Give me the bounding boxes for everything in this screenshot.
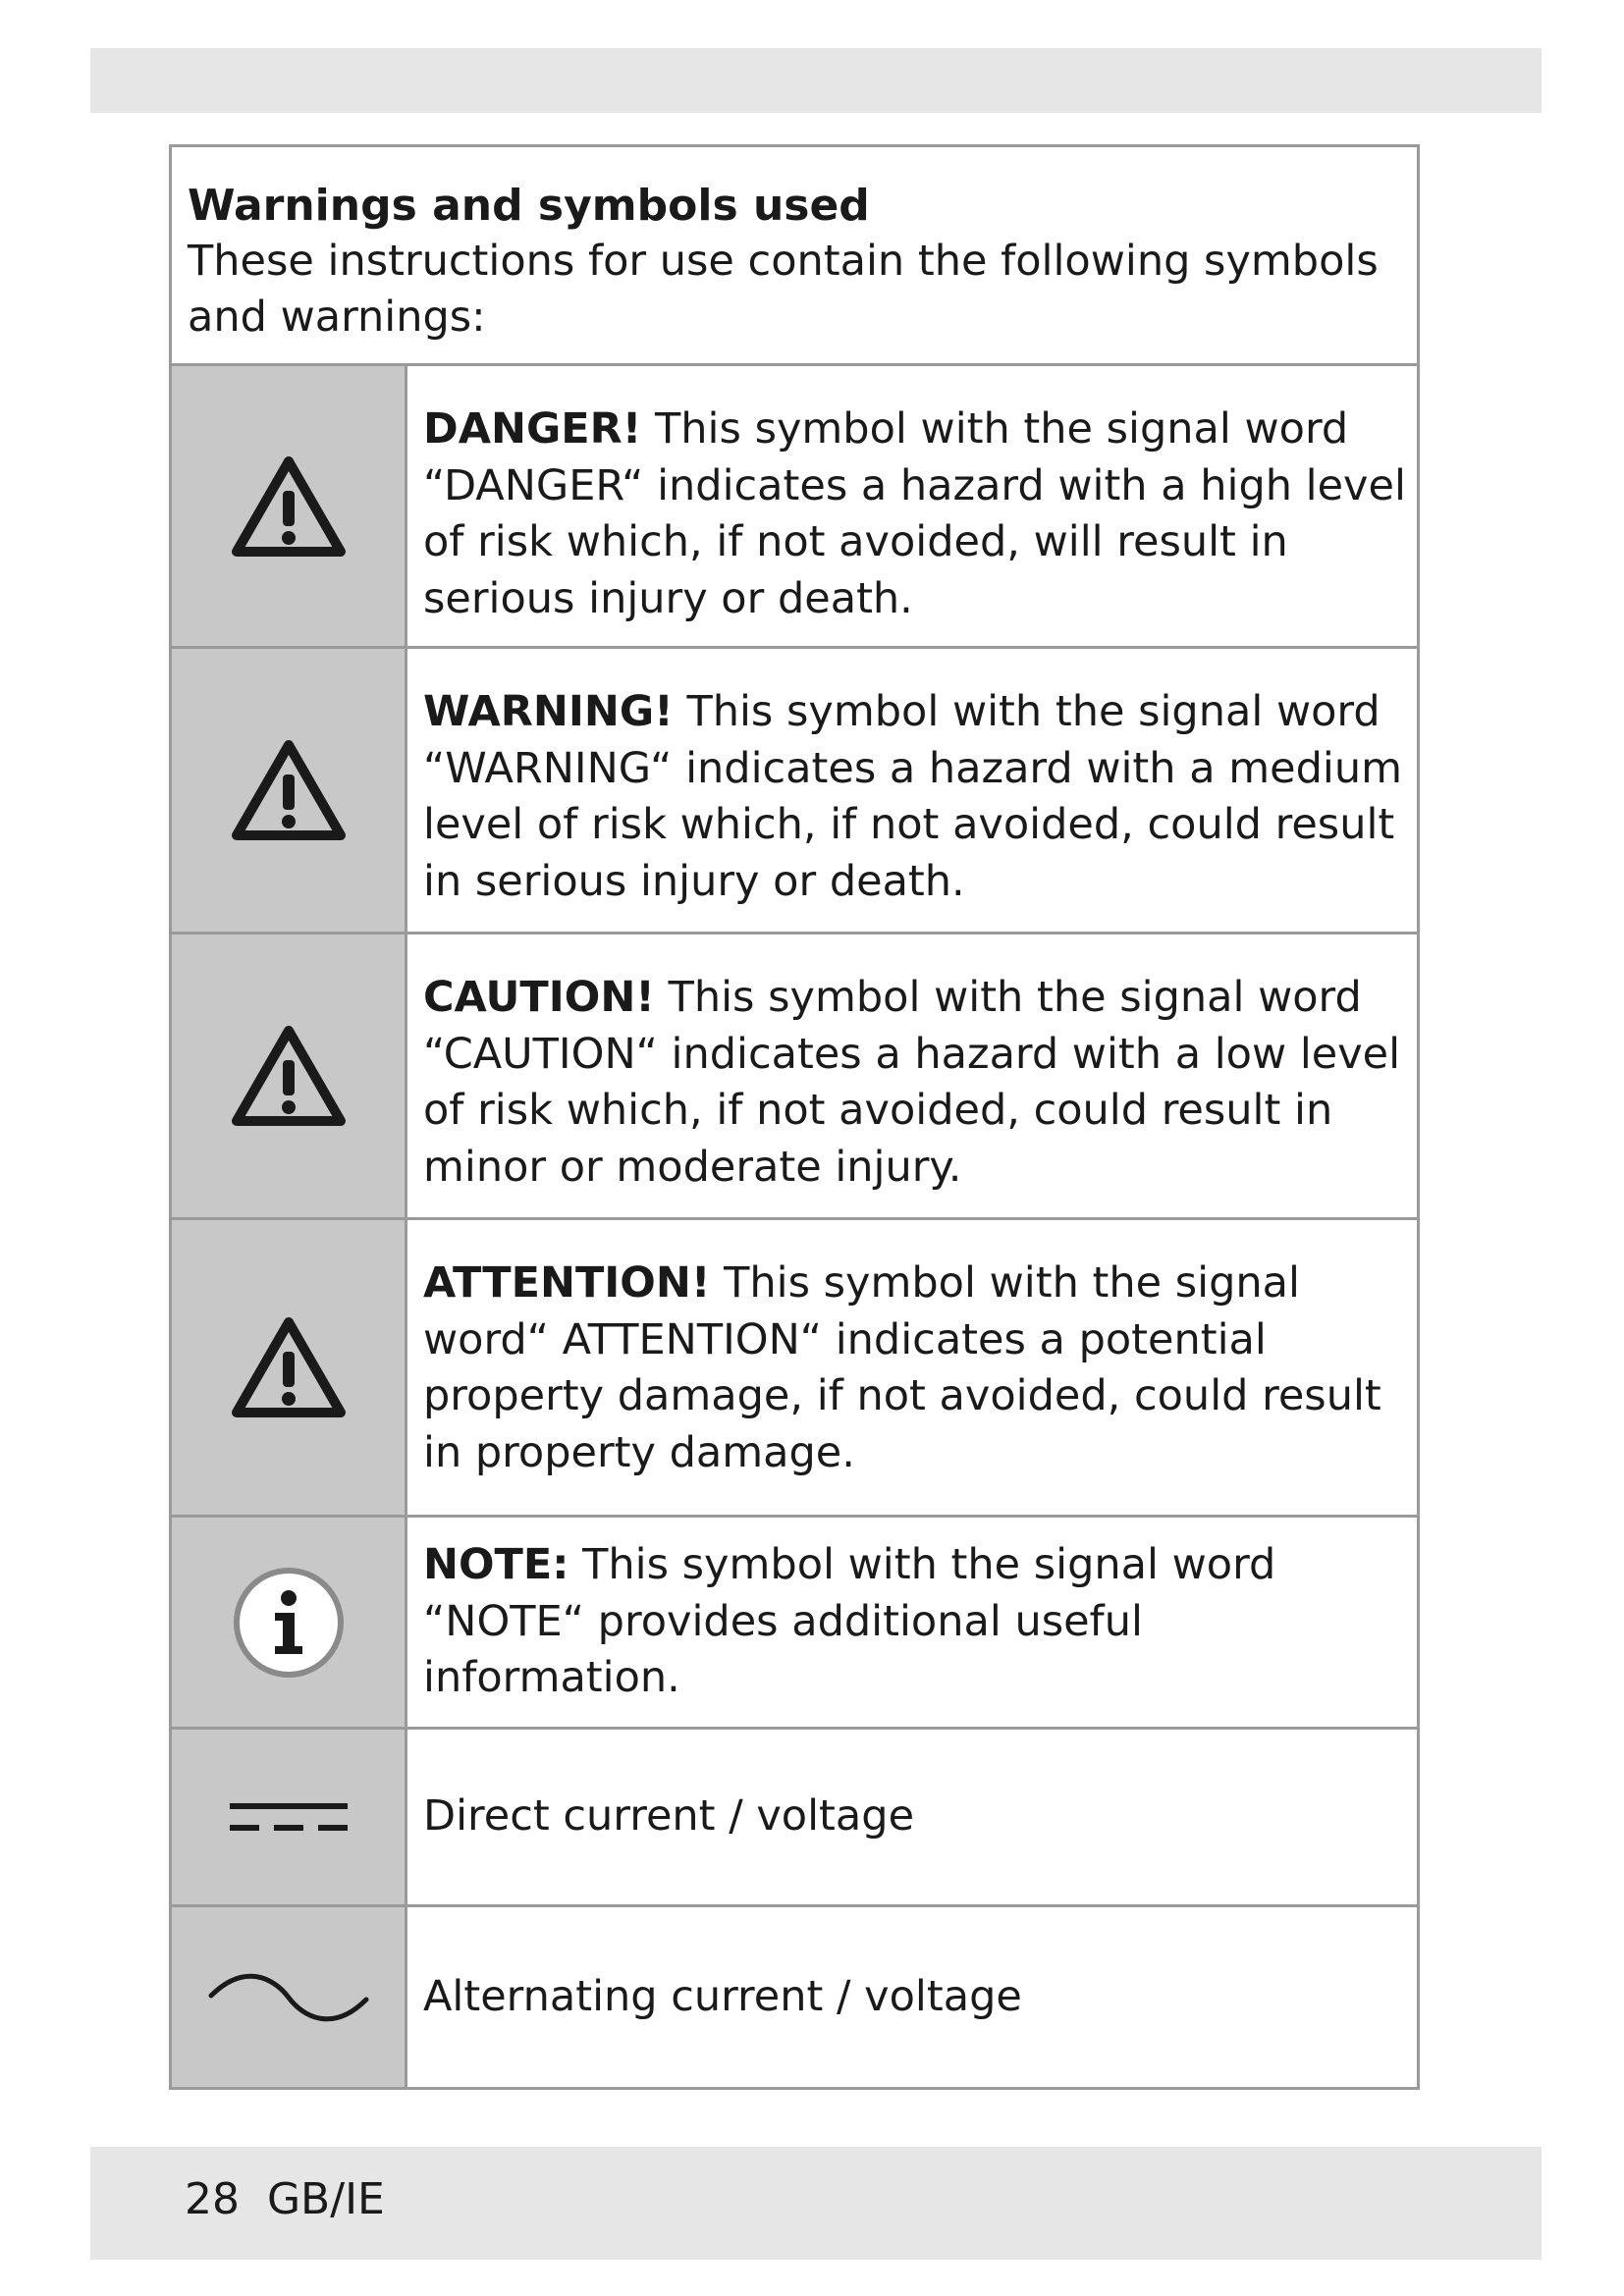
symbol-row-warning	[172, 649, 1417, 934]
icon-cell	[172, 1907, 407, 2087]
signal-word-caution: CAUTION!	[423, 973, 655, 1022]
intro-section	[172, 147, 1417, 366]
warning-triangle-icon	[231, 1316, 347, 1418]
caution-description	[423, 970, 1407, 1196]
warning-description	[423, 684, 1407, 910]
text-cell	[407, 1730, 1417, 1904]
symbol-row-alternating-current	[172, 1907, 1417, 2087]
signal-word-warning: WARNING!	[423, 687, 674, 736]
text-cell	[407, 1907, 1417, 2087]
text-cell	[407, 649, 1417, 932]
icon-cell	[172, 934, 407, 1217]
text-cell	[407, 934, 1417, 1217]
info-circle-icon	[232, 1566, 346, 1680]
warning-triangle-icon	[231, 455, 347, 558]
icon-cell	[172, 649, 407, 932]
attention-text: This symbol with the signal word“ ATTENTION“ indicates a potential property damage, if not avoided, could result in property damage.	[423, 1258, 1381, 1477]
note-description	[423, 1537, 1407, 1707]
icon-cell	[172, 1730, 407, 1904]
icon-cell	[172, 366, 407, 646]
icon-cell	[172, 1220, 407, 1515]
text-cell	[407, 366, 1417, 646]
text-cell	[407, 1220, 1417, 1515]
symbol-row-attention	[172, 1220, 1417, 1518]
warning-triangle-icon	[231, 1025, 347, 1127]
warning-triangle-icon	[231, 739, 347, 841]
intro-text: These instructions for use contain the following symbols and warnings:	[188, 237, 1379, 342]
section-title: Warnings and symbols used	[188, 181, 870, 231]
signal-word-danger: DANGER!	[423, 404, 642, 454]
danger-text: This symbol with the signal word “DANGER“ indicates a hazard with a high level of risk which, if not avoided, will result in serious injury or death.	[423, 404, 1406, 623]
signal-word-attention: ATTENTION!	[423, 1258, 711, 1308]
text-cell	[407, 1518, 1417, 1727]
direct-current-icon	[228, 1797, 350, 1837]
danger-description	[423, 401, 1407, 627]
symbol-row-caution	[172, 934, 1417, 1220]
alternating-current-icon	[205, 1968, 372, 2027]
signal-word-note: NOTE:	[423, 1540, 569, 1590]
symbols-table	[169, 144, 1420, 2090]
note-text: This symbol with the signal word “NOTE“ provides additional useful information.	[423, 1540, 1276, 1703]
page-number: 28 GB/IE	[185, 2174, 385, 2224]
caution-text: This symbol with the signal word “CAUTION“ indicates a hazard with a low level of risk which, if not avoided, could result in minor or moderate injury.	[423, 973, 1401, 1192]
header-band	[90, 48, 1542, 113]
attention-description	[423, 1255, 1407, 1481]
symbol-row-danger	[172, 366, 1417, 649]
alternating-current-label: Alternating current / voltage	[423, 1971, 1022, 2021]
direct-current-label: Direct current / voltage	[423, 1791, 915, 1842]
warning-text: This symbol with the signal word “WARNING“ indicates a hazard with a medium level of risk which, if not avoided, could result in serious injury or death.	[423, 687, 1402, 906]
symbol-row-note	[172, 1518, 1417, 1730]
icon-cell	[172, 1518, 407, 1727]
symbol-row-direct-current	[172, 1730, 1417, 1907]
